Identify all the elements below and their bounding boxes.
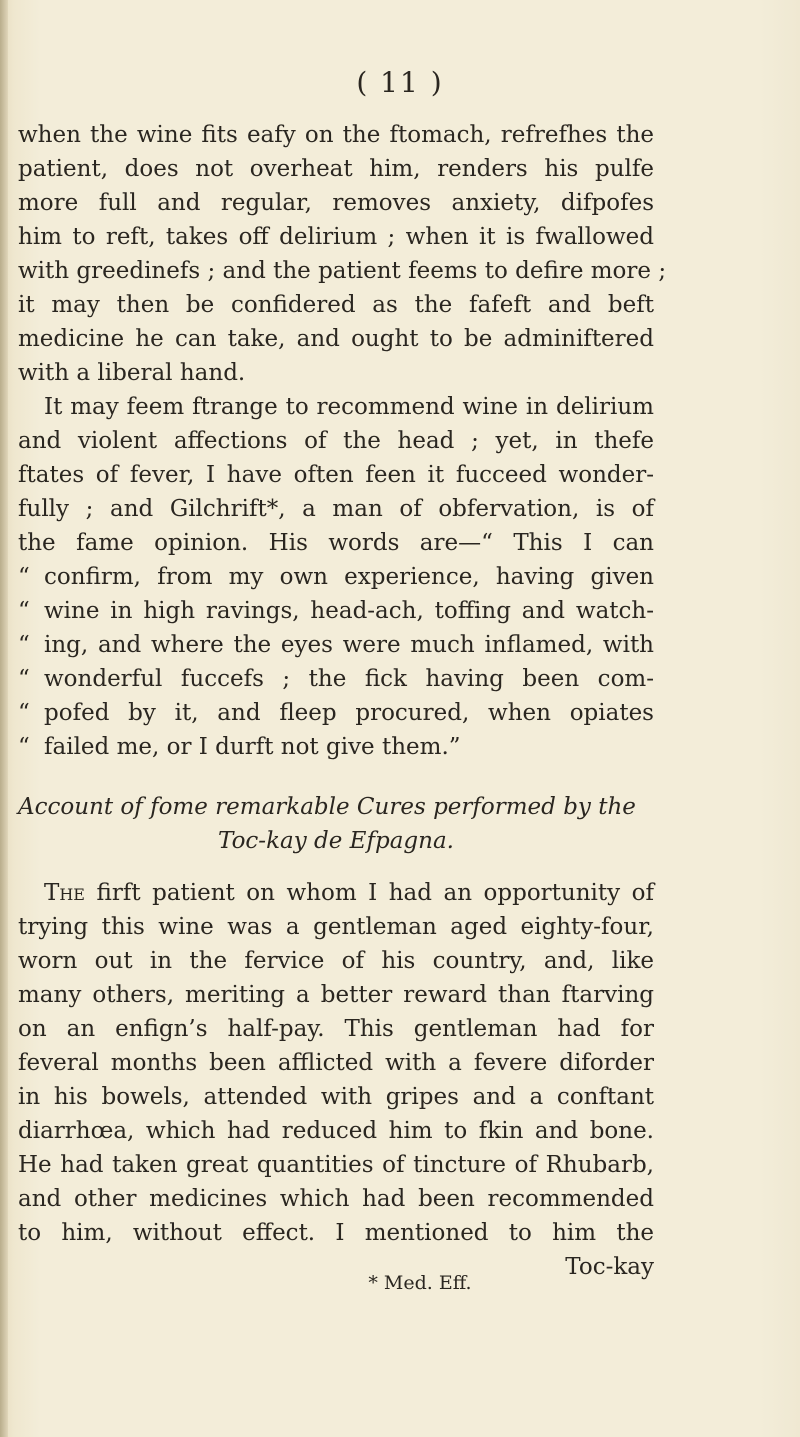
text-line: He had taken great quantities of tincture of Rhubarb, [18, 1152, 654, 1178]
section-heading-line-1: Account of fome remarkable Cures performed by the [18, 794, 636, 820]
small-caps-word: The [44, 880, 85, 906]
text-line: with a liberal hand. [18, 360, 246, 386]
text-line: diarrhœa, which had reduced him to fkin and bone. [18, 1118, 654, 1144]
text-line: the fame opinion. His words are—“ This I can [18, 530, 654, 556]
text-line: firft patient on whom I had an opportunity of [96, 880, 654, 906]
text-line: ftates of fever, I have often feen it fucceed wonder- [18, 462, 654, 488]
text-line: it may then be confidered as the fafeft and beft [18, 292, 654, 318]
text-line: trying this wine was a gentleman aged eighty-four, [18, 914, 654, 940]
text-line: many others, meriting a better reward than ftarving [18, 982, 654, 1008]
text-line: when the wine fits eafy on the ftomach, refrefhes the [18, 122, 654, 148]
text-line: and violent affections of the head ; yet, in thefe [18, 428, 654, 454]
text-line: worn out in the fervice of his country, and, like [18, 948, 654, 974]
page-gutter [0, 0, 8, 1437]
quote-mark: “ [18, 666, 30, 692]
text-line: ing, and where the eyes were much inflamed, with [44, 632, 654, 658]
quote-mark: “ [18, 700, 30, 726]
text-line: him to reft, takes off delirium ; when it is fwallowed [18, 224, 654, 250]
text-line: with greedinefs ; and the patient feems to defire more ; [18, 258, 667, 284]
quote-mark: “ [18, 598, 30, 624]
quotation [18, 560, 654, 764]
paragraph-3 [18, 876, 654, 1284]
text-line: wonderful fuccefs ; the fick having been com- [44, 666, 654, 692]
quote-mark: “ [18, 734, 30, 760]
footnote: * Med. Eff. [368, 1272, 472, 1294]
page-number: ( 11 ) [356, 66, 444, 99]
quote-mark: “ [18, 564, 30, 590]
text-line: medicine he can take, and ought to be adminiftered [18, 326, 654, 352]
text-line: confirm, from my own experience, having given [44, 564, 654, 590]
section-heading [18, 790, 654, 858]
text-line: more full and regular, removes anxiety, difpofes [18, 190, 654, 216]
text-line: failed me, or I durft not give them.” [44, 734, 461, 760]
text-line: feveral months been afflicted with a fevere diforder [18, 1050, 654, 1076]
text-line: to him, without effect. I mentioned to him the [18, 1220, 654, 1246]
text-line: It may feem ftrange to recommend wine in delirium [44, 394, 654, 420]
text-line: fully ; and Gilchrift*, a man of obfervation, is of [18, 496, 654, 522]
paragraph-2 [18, 390, 654, 560]
catchword: Toc-kay [565, 1254, 654, 1280]
text-line: patient, does not overheat him, renders his pulfe [18, 156, 654, 182]
text-line: in his bowels, attended with gripes and a conftant [18, 1084, 654, 1110]
text-line: on an enfign’s half-pay. This gentleman had for [18, 1016, 654, 1042]
text-line: wine in high ravings, head-ach, toffing and watch- [44, 598, 654, 624]
section-heading-line-2: Toc-kay de Efpagna. [218, 828, 454, 854]
quote-mark: “ [18, 632, 30, 658]
text-line: pofed by it, and fleep procured, when opiates [44, 700, 654, 726]
text-line: and other medicines which had been recommended [18, 1186, 654, 1212]
paragraph-1 [18, 118, 667, 390]
